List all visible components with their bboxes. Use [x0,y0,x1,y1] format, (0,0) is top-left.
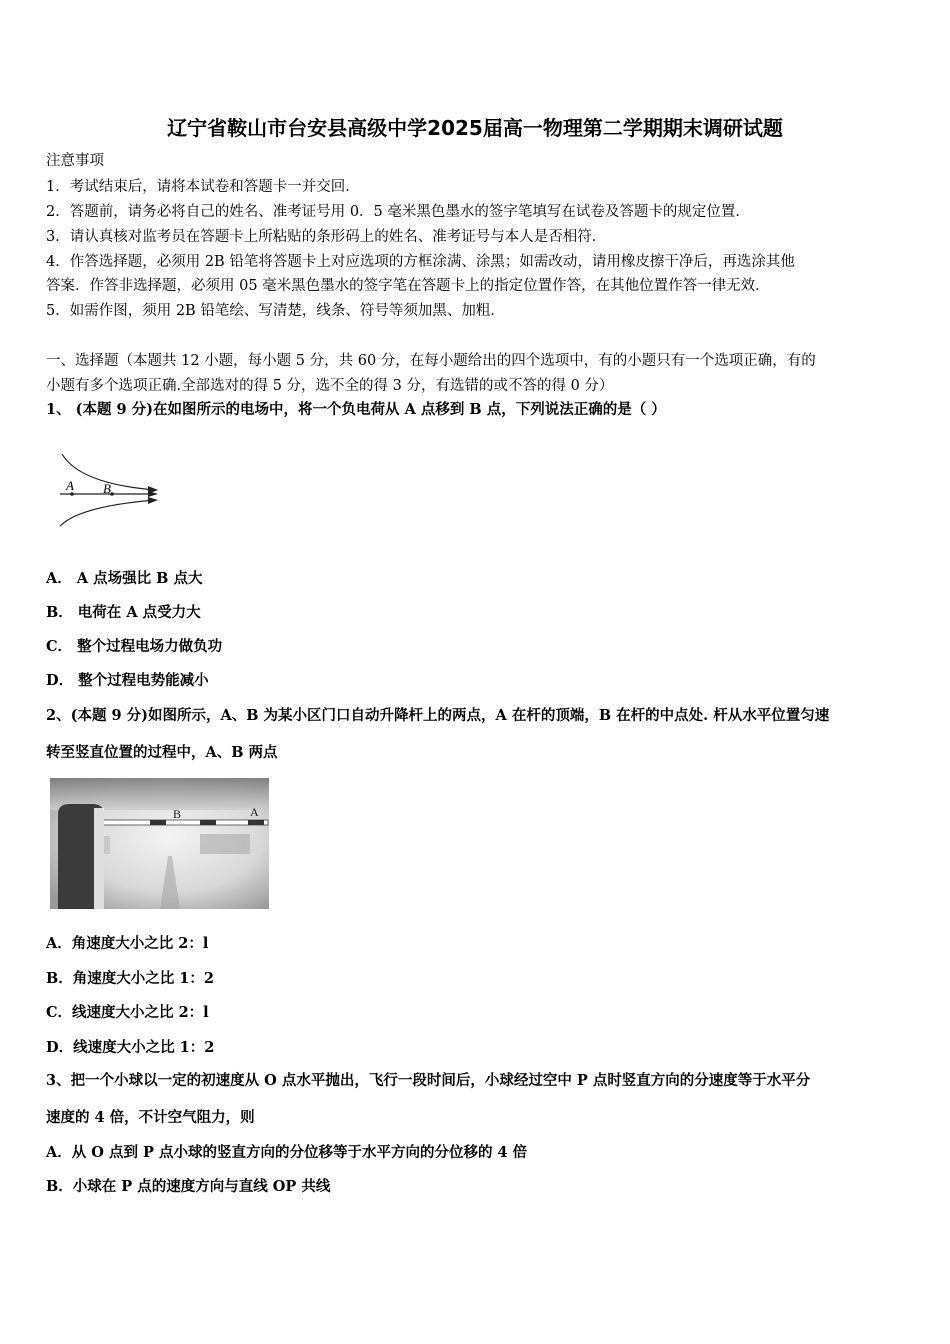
section-instructions-cont: 小题有多个选项正确.全部选对的得 5 分，选不全的得 3 分，有选错的或不答的得 0 分） [46,378,614,394]
parked-car [200,834,250,854]
pillar-highlight [94,808,104,909]
q1-option-c: C． 整个过程电场力做负功 [46,638,223,655]
barrier-arm [98,820,268,825]
q2-option-c: C．线速度大小之比 2：l [46,1004,209,1021]
q3-stem-cont: 速度的 4 倍，不计空气阻力，则 [46,1109,255,1126]
barrier-stripe [150,820,166,825]
figure-label-b: B [103,481,111,496]
photo-label-a: A [250,805,259,819]
section-instructions: 一、选择题（本题共 12 小题，每小题 5 分，共 60 分，在每小题给出的四个选项中，有的小题只有一个选项正确，有的 [46,353,816,369]
q1-option-b: B． 电荷在 A 点受力大 [46,604,201,621]
notice-item: 1．考试结束后，请将本试卷和答题卡一并交回． [46,179,360,195]
field-line-bottom [60,500,156,526]
barrier-stripe [248,820,264,825]
notice-item: 4．作答选择题，必须用 2B 铅笔将答题卡上对应选项的方框涂满、涂黑；如需改动，请用橡皮擦干净后，再选涂其他 [46,254,795,270]
q1-stem: 1、 (本题 9 分)在如图所示的电场中，将一个负电荷从 A 点移到 B 点，下列说法正确的是（ ） [46,401,666,418]
q3-option-a: A．从 O 点到 P 点小球的竖直方向的分位移等于水平方向的分位移的 4 倍 [46,1144,528,1161]
q2-stem: 2、(本题 9 分)如图所示，A、B 为某小区门口自动升降杆上的两点，A 在杆的顶端，B 在杆的中点处. 杆从水平位置匀速 [46,707,830,724]
q2-stem-cont: 转至竖直位置的过程中，A、B 两点 [46,744,278,761]
q1-option-a: A． A 点场强比 B 点大 [46,570,203,587]
q3-stem: 3、把一个小球以一定的初速度从 O 点水平抛出，飞行一段时间后，小球经过空中 P 点时竖直方向的分速度等于水平分 [46,1072,811,1089]
notice-item: 3．请认真核对监考员在答题卡上所粘贴的条形码上的姓名、准考证号与本人是否相符． [46,229,607,245]
notice-item: 答案．作答非选择题，必须用 05 毫米黑色墨水的签字笔在答题卡上的指定位置作答，在其他位置作答一律无效． [46,278,770,294]
barrier-stripe [200,820,216,825]
q2-option-d: D．线速度大小之比 1：2 [46,1039,215,1056]
notice-item: 2．答题前，请务必将自己的姓名、准考证号用 0．5 毫米黑色墨水的签字笔填写在试卷及答题卡的规定位置． [46,204,750,220]
figure-label-a: A [66,478,74,493]
q1-option-d: D． 整个过程电势能减小 [46,672,209,689]
electric-field-figure [50,450,170,534]
photo-label-b: B [173,807,182,821]
page-title: 辽宁省鞍山市台安县高级中学2025届高一物理第二学期期末调研试题 [167,116,783,140]
q3-option-b: B．小球在 P 点的速度方向与直线 OP 共线 [46,1178,331,1195]
notice-heading: 注意事项 [46,153,104,169]
notice-item: 5．如需作图，须用 2B 铅笔绘、写清楚，线条、符号等须加黑、加粗． [46,303,505,319]
q2-option-b: B．角速度大小之比 1：2 [46,970,214,987]
barrier-gate-photo [50,778,269,909]
q2-option-a: A．角速度大小之比 2：l [46,935,209,952]
arrow-head-icon [148,497,158,504]
